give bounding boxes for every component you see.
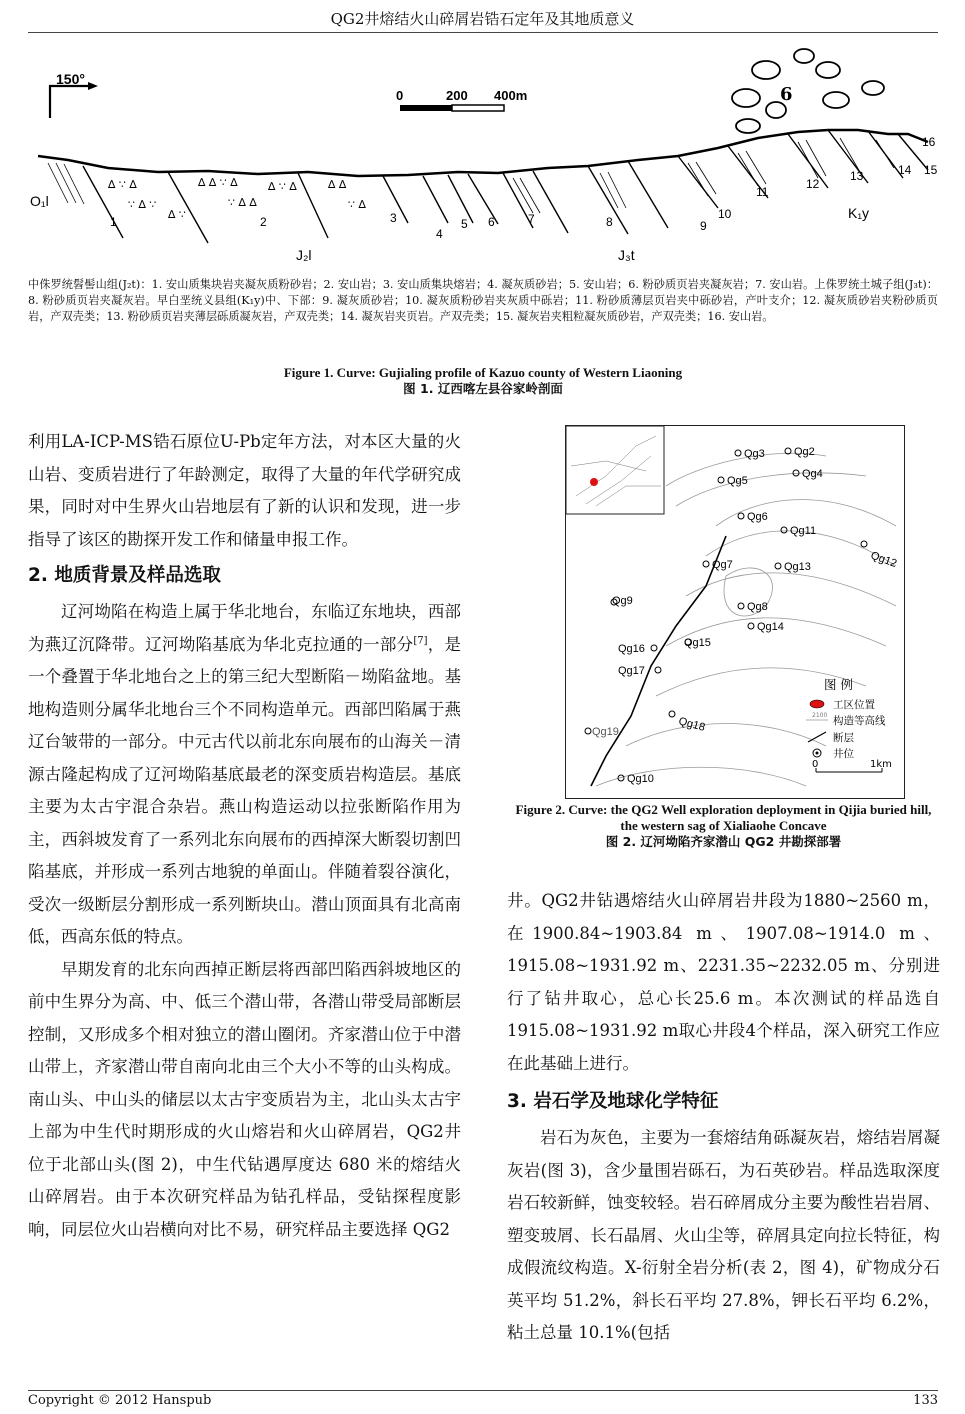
svg-text:∵ ∆ ∆: ∵ ∆ ∆ bbox=[228, 196, 257, 209]
layer-number: 15 bbox=[924, 163, 938, 177]
figure-1-caption-en: Figure 1. Curve: Gujialing profile of Kazuo county of Western Liaoning bbox=[283, 365, 683, 380]
well-dot bbox=[718, 477, 724, 483]
well-dot bbox=[775, 563, 781, 569]
layer-number: 12 bbox=[806, 177, 820, 191]
orientation-bracket bbox=[50, 86, 88, 118]
legend-title: 图 例 bbox=[824, 677, 853, 692]
figure-2-caption-zh: 图 2. 辽河坳陷齐家潜山 QG2 井勘探部署 bbox=[605, 834, 842, 849]
layer-number: 1 bbox=[110, 215, 117, 229]
left-paragraph-3: 早期发育的北东向西掉正断层将西部凹陷西斜坡地区的前中生界分为高、中、低三个潜山带，各潜山带受局部断层控制，又形成多个相对独立的潜山圈闭。齐家潜山位于中潜山带上，齐家潜山带自南向北由三个大小不等的山头构成。南山头、中山头的储层以太古宇变质岩为主，北山头太古宇上部为中生代时期形成的火山熔岩和火山碎屑岩，QG2井位于北部山头(图 2)，中生代钻遇厚度达 680 米的熔结火山碎屑岩。由于本次研究样品为钻孔样品，受钻探程度影响，同层位火山岩横向对比不易，研究样品主要选择 QG2 bbox=[28, 959, 461, 1239]
well-dot bbox=[735, 450, 741, 456]
right-column bbox=[507, 885, 940, 1350]
well-label: Qg4 bbox=[802, 468, 823, 480]
well-label: Qg19 bbox=[592, 726, 619, 738]
left-paragraph-1: 利用LA-ICP-MS锆石原位U-Pb定年方法，对本区大量的火山岩、变质岩进行了年龄测定，取得了大量的年代学研究成果，同时对中生界火山岩地层有了新的认识和发现，进一步指导了该区的勘探开发工作和储量申报工作。 bbox=[28, 432, 461, 549]
legend-contour-sample: 2100 bbox=[812, 712, 828, 719]
section-2-heading: 2. 地质背景及样品选取 bbox=[28, 565, 221, 586]
figure-2-map bbox=[565, 425, 905, 799]
well-dot bbox=[738, 513, 744, 519]
well-label: Qg16 bbox=[618, 643, 645, 655]
well-label: Qg6 bbox=[747, 511, 768, 523]
svg-text:∆ ∆ ∵ ∆: ∆ ∆ ∵ ∆ bbox=[198, 176, 238, 189]
figure-2-caption bbox=[507, 802, 940, 850]
figure-1-profile bbox=[28, 38, 938, 271]
citation-7: [7] bbox=[413, 635, 428, 646]
footer-copyright: Copyright © 2012 Hanspub bbox=[28, 1393, 212, 1408]
fossil-snail-glyph: 6 bbox=[780, 84, 793, 105]
right-paragraph-1: 井。QG2井钻遇熔结火山碎屑岩井段为1880~2560 m，在1900.84~1903.84 m、1907.08~1914.0 m、1915.08~1931.92 m、2231.35~2232.05 m、分别进行了钻井取心，总心长25.6 m。本次测试的样品选自1915.08~1931.92 m取心井段4个样品，深入研究工作应在此基础上进行。 bbox=[507, 891, 940, 1073]
page-number: 133 bbox=[913, 1393, 938, 1408]
svg-text:∵ ∆: ∵ ∆ bbox=[348, 198, 366, 211]
layer-number: 9 bbox=[700, 219, 707, 233]
scale-tick-0: 0 bbox=[396, 88, 404, 103]
layer-number: 8 bbox=[606, 215, 613, 229]
well-label: Qg12 bbox=[868, 549, 899, 571]
header-rule bbox=[28, 32, 938, 33]
layer-number: 16 bbox=[922, 135, 936, 149]
layer-number: 11 bbox=[756, 185, 769, 199]
svg-text:∵ ∆ ∵: ∵ ∆ ∵ bbox=[128, 198, 157, 211]
legend-item-contour: 构造等高线 bbox=[833, 715, 886, 727]
legend-item-well: 井位 bbox=[833, 748, 854, 760]
figure-1-legend: 中侏罗统髫髻山组(J₂t)：1. 安山质集块岩夹凝灰质粉砂岩；2. 安山岩；3. 安山质集块熔岩；4. 凝灰质砂岩；5. 安山岩；6. 粉砂质页岩夹凝灰岩；7. 安山岩。上侏罗统土城子组(J₃t)：8. 粉砂质页岩夹凝灰岩。早白垩统义县组(K₁y)中、下部：9. 凝灰质砂岩；10. 凝灰质粉砂岩夹灰质中砾岩；11. 粉砂质薄层页岩夹中砾砂岩，产叶支介；12. 凝灰质砂岩夹粉砂质页岩，产双壳类；13. 粉砂质页岩夹薄层砾质凝灰岩，产双壳类；14. 凝灰岩夹页岩。产双壳类；15. 凝灰岩夹粗粒凝灰质砂岩，产双壳类；16. 安山岩。 bbox=[28, 278, 938, 323]
well-dot bbox=[748, 623, 754, 629]
fault-line bbox=[591, 536, 726, 786]
well-dot bbox=[781, 527, 787, 533]
layer-number: 14 bbox=[898, 163, 912, 177]
figure-1-caption bbox=[28, 365, 938, 397]
well-label: Qg18 bbox=[677, 715, 707, 734]
layer-number: 6 bbox=[488, 215, 495, 229]
layer-number: 5 bbox=[461, 217, 468, 231]
fossil-shells bbox=[732, 49, 884, 133]
angle-label: 150° bbox=[56, 71, 85, 87]
inset-site-marker bbox=[590, 478, 598, 486]
layer-number: 4 bbox=[436, 227, 443, 241]
well-label: Qg15 bbox=[684, 637, 711, 649]
well-label: Qg7 bbox=[712, 559, 733, 571]
unit-label-o1l: O₁l bbox=[30, 193, 49, 209]
svg-text:∆ ∵: ∆ ∵ bbox=[168, 208, 186, 221]
legend-swatch-fault bbox=[808, 732, 826, 742]
well-label: Qg8 bbox=[747, 601, 768, 613]
well-dot bbox=[738, 603, 744, 609]
well-label: Qg5 bbox=[727, 475, 748, 487]
left-column bbox=[28, 426, 461, 1246]
map-drawing bbox=[566, 426, 904, 798]
well-dot bbox=[703, 561, 709, 567]
bed-hatching bbox=[48, 138, 894, 213]
scale-tick-200: 200 bbox=[446, 88, 468, 103]
scale-bar-white bbox=[452, 105, 504, 111]
profile-drawing bbox=[28, 38, 938, 271]
topographic-surface bbox=[38, 130, 928, 176]
volcanic-symbols bbox=[107, 176, 366, 221]
unit-label-j3t: J₃t bbox=[618, 247, 635, 263]
well-label: Qg9 bbox=[612, 595, 633, 607]
legend-swatch-well-dot bbox=[816, 752, 819, 755]
well-dot bbox=[669, 711, 675, 717]
layer-number: 10 bbox=[718, 207, 732, 221]
figure-2-caption-en: Figure 2. Curve: the QG2 Well exploration deployment in Qijia buried hill, the western sag of Xialiaohe Concave bbox=[515, 802, 932, 833]
well-label: Qg11 bbox=[790, 525, 817, 537]
legend-item-site: 工区位置 bbox=[833, 699, 875, 711]
section-3-heading: 3. 岩石学及地球化学特征 bbox=[507, 1091, 719, 1112]
legend-item-fault: 断层 bbox=[833, 732, 854, 744]
footer-rule bbox=[28, 1390, 938, 1391]
scale-tick-400: 400m bbox=[494, 88, 528, 103]
layer-number: 7 bbox=[528, 212, 535, 226]
left-paragraph-2-part-b: ，是一个叠置于华北地台之上的第三纪大型断陷－坳陷盆地。基地构造则分属华北地台三个不同构造单元。西部凹陷属于燕辽台皱带的一部分。中元古代以前北东向展布的山海关－清源古隆起构成了辽河坳陷基底最老的深变质岩构造层。基底主要为太古宇混合杂岩。燕山构造运动以拉张断陷作用为主，西斜坡发育了一系列北东向展布的西掉深大断裂切割凹陷基底，并形成一系列古地貌的单面山。伴随着裂谷演化，受次一级断层分割形成一系列断块山。潜山顶面具有北高南低，西高东低的特点。 bbox=[28, 634, 462, 946]
well-label: Qg2 bbox=[794, 446, 815, 458]
right-paragraph-2: 岩石为灰色，主要为一套熔结角砾凝灰岩，熔结岩屑凝灰岩(图 3)，含少量围岩砾石，为石英砂岩。样品选取深度岩石较新鲜，蚀变较轻。岩石碎屑成分主要为酸性岩岩屑、塑变玻屑、长石晶屑、火山尘等，碎屑具定向拉长特征，构成假流纹构造。X-衍射全岩分析(表 2，图 4)，矿物成分石英平均 51.2%，斜长石平均 27.8%，钾长石平均 6.2%，粘土总量 10.1%(包括 bbox=[507, 1128, 940, 1342]
unit-label-j2l: J₂l bbox=[296, 247, 312, 263]
legend-swatch-site bbox=[810, 700, 824, 708]
figure-1-caption-zh: 图 1. 辽西喀左县谷家岭剖面 bbox=[403, 381, 563, 396]
unit-label-k1y: K₁y bbox=[848, 205, 870, 221]
well-dot bbox=[655, 667, 661, 673]
well-label: Qg3 bbox=[744, 448, 765, 460]
scale-bar-black bbox=[400, 105, 452, 111]
well-label: Qg13 bbox=[784, 561, 811, 573]
left-paragraph-2-part-a: 辽河坳陷在构造上属于华北地台，东临辽东地块，西部为燕辽沉降带。辽河坳陷基底为华北克拉通的一部分 bbox=[28, 602, 461, 654]
orientation-arrowhead bbox=[88, 82, 98, 90]
well-dot bbox=[585, 728, 591, 734]
well-dot bbox=[651, 645, 657, 651]
svg-text:∆ ∵ ∆: ∆ ∵ ∆ bbox=[268, 180, 297, 193]
layer-number: 3 bbox=[390, 211, 397, 225]
well-label: Qg10 bbox=[627, 773, 654, 785]
svg-text:∆ ∵ ∆: ∆ ∵ ∆ bbox=[108, 178, 137, 191]
svg-text:∆ ∆: ∆ ∆ bbox=[328, 178, 347, 191]
layer-number: 2 bbox=[260, 215, 267, 229]
layer-number: 13 bbox=[850, 169, 864, 183]
map-scale-0: 0 bbox=[812, 759, 819, 770]
map-scale-1km: 1km bbox=[870, 759, 892, 770]
map-legend bbox=[806, 677, 892, 772]
well-dot bbox=[861, 541, 867, 547]
running-header: QG2井熔结火山碎屑岩锆石定年及其地质意义 bbox=[330, 10, 635, 28]
left-paragraph-2 bbox=[28, 596, 461, 954]
well-label: Qg14 bbox=[757, 621, 784, 633]
well-label: Qg17 bbox=[618, 665, 645, 677]
